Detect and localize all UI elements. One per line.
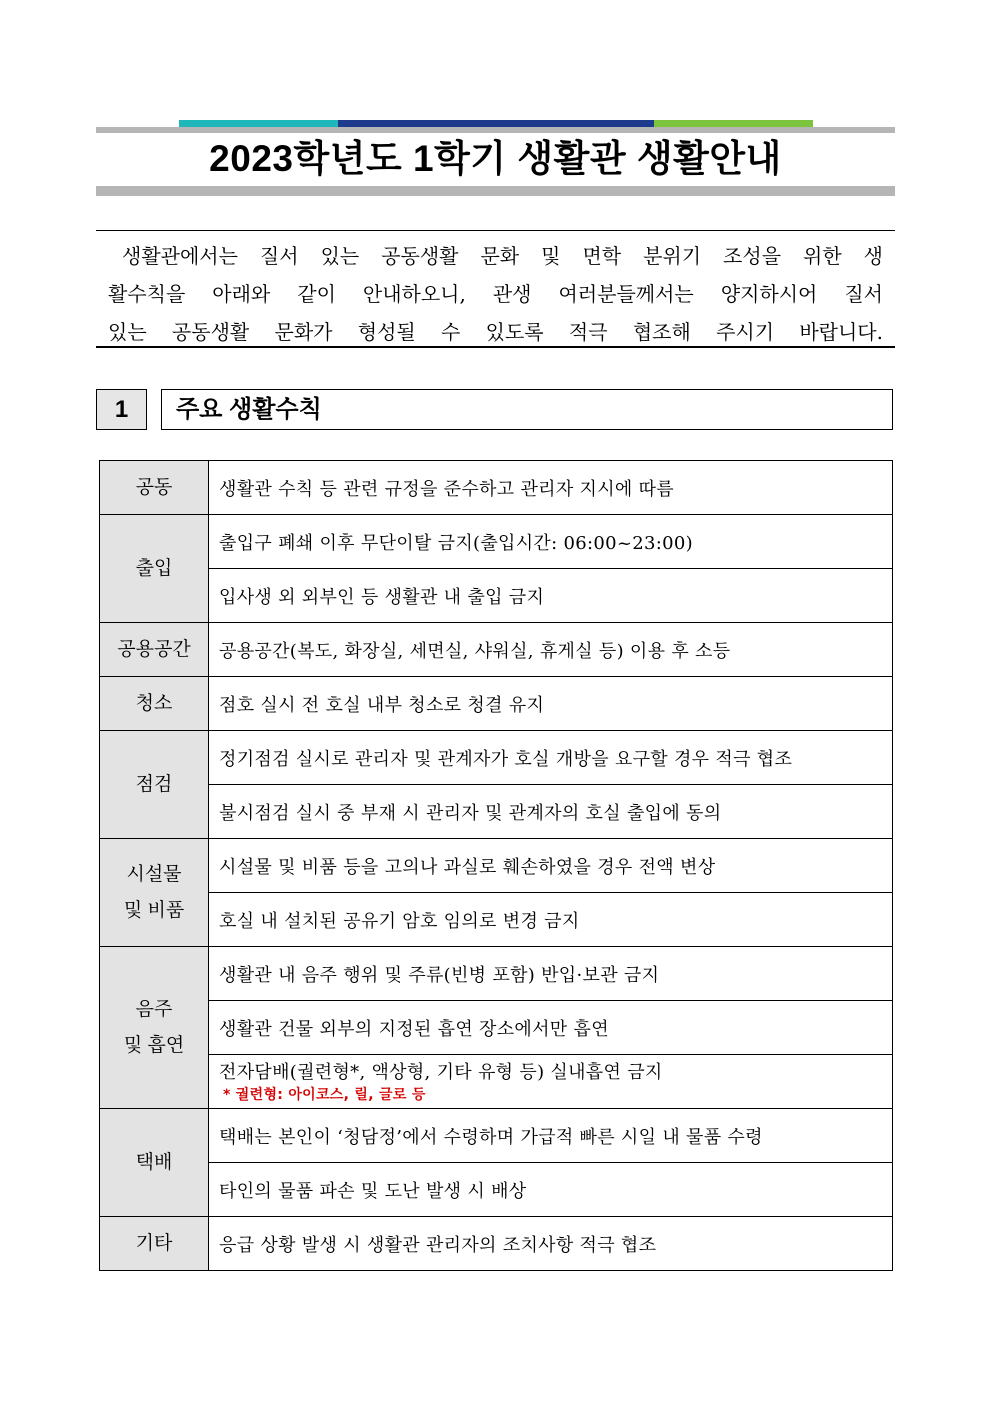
intro-line: 생활관에서는 질서 있는 공동생활 문화 및 면학 분위기 조성을 위한 생	[122, 244, 883, 268]
category-line: 및 흡연	[123, 1034, 185, 1056]
rule-cell	[209, 1055, 893, 1109]
title-bottom-rule	[96, 186, 895, 196]
rule-cell: 생활관 건물 외부의 지정된 흡연 장소에서만 흡연	[209, 1001, 893, 1055]
table-row	[100, 623, 893, 677]
category-cell: 공용공간	[100, 623, 209, 677]
rules-table	[99, 460, 893, 1271]
category-line: 시설물	[126, 863, 182, 885]
rule-cell: 출입구 폐쇄 이후 무단이탈 금지(출입시간: 06:00~23:00)	[209, 515, 893, 569]
category-line: 및 비품	[123, 899, 185, 921]
category-cell: 점검	[100, 731, 209, 839]
intro-paragraph	[96, 230, 895, 348]
rule-cell: 정기점검 실시로 관리자 및 관계자가 호실 개방을 요구할 경우 적극 협조	[209, 731, 893, 785]
rule-cell: 불시점검 실시 중 부재 시 관리자 및 관계자의 호실 출입에 동의	[209, 785, 893, 839]
rule-cell: 공용공간(복도, 화장실, 세면실, 샤워실, 휴게실 등) 이용 후 소등	[209, 623, 893, 677]
rule-cell: 생활관 수칙 등 관련 규정을 준수하고 관리자 지시에 따름	[209, 461, 893, 515]
table-row	[100, 1109, 893, 1163]
table-row	[100, 515, 893, 569]
rule-cell: 입사생 외 외부인 등 생활관 내 출입 금지	[209, 569, 893, 623]
category-cell: 출입	[100, 515, 209, 623]
table-row	[100, 461, 893, 515]
rule-cell: 응급 상황 발생 시 생활관 관리자의 조치사항 적극 협조	[209, 1217, 893, 1271]
section-number: 1	[96, 389, 147, 430]
rule-text: 전자담배(궐련형*, 액상형, 기타 유형 등) 실내흡연 금지	[219, 1061, 663, 1083]
table-row	[100, 839, 893, 893]
rule-cell: 타인의 물품 파손 및 도난 발생 시 배상	[209, 1163, 893, 1217]
color-bar-teal	[179, 120, 338, 127]
table-row	[100, 569, 893, 623]
rule-cell: 생활관 내 음주 행위 및 주류(빈병 포함) 반입·보관 금지	[209, 947, 893, 1001]
category-cell	[100, 947, 209, 1109]
category-cell	[100, 839, 209, 947]
category-line: 음주	[135, 998, 173, 1020]
intro-line: 활수칙을 아래와 같이 안내하오니, 관생 여러분들께서는 양지하시어 질서	[108, 282, 883, 306]
table-row	[100, 947, 893, 1001]
table-row	[100, 1055, 893, 1109]
section-title: 주요 생활수칙	[161, 389, 893, 430]
rule-cell: 택배는 본인이 ‘청담정’에서 수령하며 가급적 빠른 시일 내 물품 수령	[209, 1109, 893, 1163]
category-cell: 공동	[100, 461, 209, 515]
rule-cell: 시설물 및 비품 등을 고의나 과실로 훼손하였을 경우 전액 변상	[209, 839, 893, 893]
table-row	[100, 1163, 893, 1217]
color-bar-green	[654, 120, 813, 127]
table-row	[100, 1001, 893, 1055]
table-row	[100, 893, 893, 947]
table-row	[100, 785, 893, 839]
footnote-note: * 궐련형: 아이코스, 릴, 글로 등	[223, 1086, 426, 1103]
table-row	[100, 731, 893, 785]
page-title: 2023학년도 1학기 생활관 생활안내	[209, 138, 782, 179]
rule-cell: 점호 실시 전 호실 내부 청소로 청결 유지	[209, 677, 893, 731]
rule-cell: 호실 내 설치된 공유기 암호 임의로 변경 금지	[209, 893, 893, 947]
color-bar-navy	[338, 120, 654, 127]
table-row	[100, 677, 893, 731]
category-cell: 청소	[100, 677, 209, 731]
category-cell: 기타	[100, 1217, 209, 1271]
header-color-bar	[179, 120, 813, 127]
intro-line: 있는 공동생활 문화가 형성될 수 있도록 적극 협조해 주시기 바랍니다.	[108, 320, 883, 344]
table-row	[100, 1217, 893, 1271]
category-cell: 택배	[100, 1109, 209, 1217]
